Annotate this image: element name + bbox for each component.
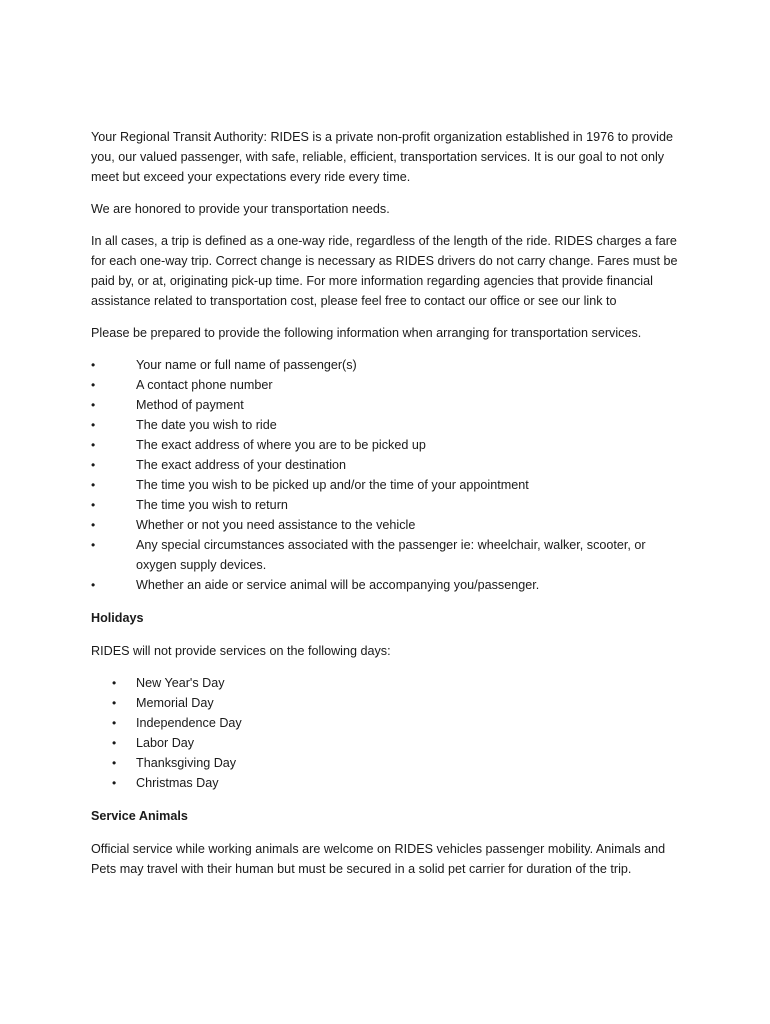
service-animals-paragraph: Official service while working animals are welcome on RIDES vehicles passenger mobility. Animals and Pets may travel with their human but must be secured in a solid pet carrier for duration of the trip.: [91, 842, 666, 876]
bullet-icon: •: [91, 378, 96, 392]
holidays-heading: Holidays: [91, 611, 144, 625]
document-page: [91, 127, 681, 891]
bullet-icon: •: [91, 538, 96, 552]
list-item-text: The time you wish to be picked up and/or the time of your appointment: [136, 478, 529, 492]
bullet-icon: •: [91, 578, 96, 592]
list-item: [91, 515, 681, 535]
list-item: [91, 475, 681, 495]
list-item: [91, 575, 681, 595]
list-item-text: Whether or not you need assistance to the vehicle: [136, 518, 416, 532]
list-item-text: Labor Day: [136, 736, 195, 750]
bullet-icon: •: [112, 696, 117, 710]
bullet-icon: •: [112, 776, 117, 790]
list-item-text: Christmas Day: [136, 776, 219, 790]
bullet-icon: •: [91, 398, 96, 412]
list-item: [91, 455, 681, 475]
list-item: [91, 535, 681, 575]
list-item: [91, 773, 681, 793]
service-animals-heading: Service Animals: [91, 809, 188, 823]
bullet-icon: •: [112, 756, 117, 770]
honored-paragraph: We are honored to provide your transportation needs.: [91, 202, 390, 216]
bullet-icon: •: [112, 676, 117, 690]
list-item-text: Whether an aide or service animal will be accompanying you/passenger.: [136, 578, 540, 592]
list-item: [91, 673, 681, 693]
bullet-icon: •: [112, 716, 117, 730]
bullet-icon: •: [91, 518, 96, 532]
list-item: [91, 713, 681, 733]
list-item-text: A contact phone number: [136, 378, 273, 392]
prepare-paragraph: Please be prepared to provide the following information when arranging for transportation services.: [91, 326, 642, 340]
list-item: [91, 495, 681, 515]
list-item-text: Thanksgiving Day: [136, 756, 237, 770]
list-item: [91, 753, 681, 773]
bullet-icon: •: [91, 478, 96, 492]
list-item-text: Any special circumstances associated with the passenger ie: wheelchair, walker, scooter, or oxygen supply devices.: [136, 538, 646, 572]
list-item-text: The exact address of where you are to be picked up: [136, 438, 426, 452]
bullet-icon: •: [91, 458, 96, 472]
bullet-icon: •: [91, 498, 96, 512]
required-info-list: [91, 355, 681, 595]
bullet-icon: •: [91, 418, 96, 432]
list-item: [91, 355, 681, 375]
list-item-text: Method of payment: [136, 398, 244, 412]
list-item-text: The exact address of your destination: [136, 458, 347, 472]
bullet-icon: •: [91, 358, 96, 372]
list-item-text: New Year's Day: [136, 676, 225, 690]
list-item: [91, 693, 681, 713]
list-item: [91, 435, 681, 455]
list-item-text: Memorial Day: [136, 696, 214, 710]
list-item-text: Independence Day: [136, 716, 242, 730]
holidays-intro: RIDES will not provide services on the following days:: [91, 644, 391, 658]
list-item: [91, 415, 681, 435]
fare-paragraph: In all cases, a trip is defined as a one-way ride, regardless of the length of the ride. RIDES charges a fare for each one-way trip. Correct change is necessary as RIDES drivers do not carry change. Fares must be paid by, or at, originating pick-up time. For more information regarding agencies that provide financial assistance related to transportation cost, please feel free to contact our office or see our link to: [91, 234, 678, 308]
list-item-text: The date you wish to ride: [136, 418, 277, 432]
list-item: [91, 733, 681, 753]
bullet-icon: •: [91, 438, 96, 452]
bullet-icon: •: [112, 736, 117, 750]
list-item-text: Your name or full name of passenger(s): [136, 358, 357, 372]
list-item: [91, 375, 681, 395]
list-item: [91, 395, 681, 415]
intro-paragraph: Your Regional Transit Authority: RIDES is a private non-profit organization established in 1976 to provide you, our valued passenger, with safe, reliable, efficient, transportation services. It is our goal to not only meet but exceed your expectations every ride every time.: [91, 130, 673, 184]
holidays-list: [91, 673, 681, 793]
list-item-text: The time you wish to return: [136, 498, 288, 512]
